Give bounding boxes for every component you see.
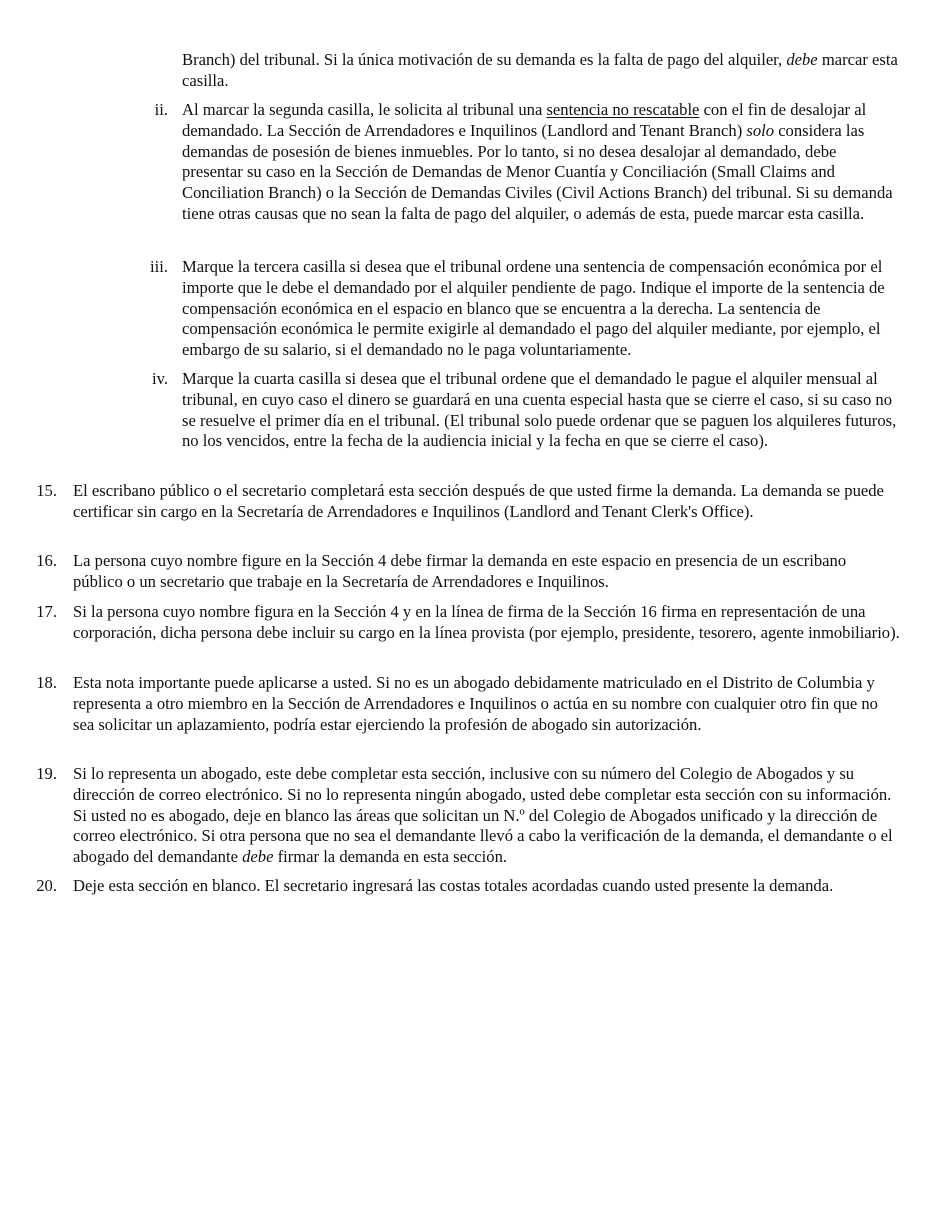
text-run: firmar la demanda en esta sección. xyxy=(273,847,508,867)
list-item-text: El escribano público o el secretario completará esta sección después de que usted firme la demanda. La demanda se puede certificar sin cargo en la Secretaría de Arrendadores e Inquilinos (Landlord and Tenant Clerk's Office). xyxy=(73,481,884,521)
numbered-item-16 xyxy=(30,551,900,593)
item-i-continuation xyxy=(182,50,900,92)
text-run: considera las demandas de posesión de bienes inmuebles. Por lo tanto, si no desea desalojar al demandado, debe presentar su caso en la Sección de Demandas de Menor Cuantía y Conciliación (Small Claims and Conciliation Branch) o la Sección de Demandas Civiles (Civil Actions Branch) del tribunal. Si su demanda tiene otras causas que no sean la falta de pago del alquiler, o además de esta, puede marcar esta casilla. xyxy=(182,120,893,223)
list-item-text: Si la persona cuyo nombre figura en la Sección 4 y en la línea de firma de la Sección 16 firma en representación de una corporación, dicha persona debe incluir su cargo en la línea provista (por ejemplo, presidente, tesorero, agente inmobiliario). xyxy=(73,602,900,642)
list-marker: 18. xyxy=(36,673,57,692)
list-item-iv xyxy=(140,369,900,452)
list-item-text xyxy=(73,764,900,868)
list-item-text: Deje esta sección en blanco. El secretario ingresará las costas totales acordadas cuando usted presente la demanda. xyxy=(73,876,834,895)
list-marker: 15. xyxy=(36,481,57,500)
list-item-ii xyxy=(140,100,900,225)
text-run: Si lo representa un abogado, este debe completar esta sección, inclusive con su número del Colegio de Abogados y su dirección de correo electrónico. Si no lo representa ningún abogado, usted debe completar esta sección con su información. Si usted no es abogado, deje en blanco las áreas que solicitan un N.º del Colegio de Abogados unificado y la dirección de correo electrónico. Si otra persona que no sea el demandante llevó a cabo la verificación de la demanda, el demandante o el abogado del demandante xyxy=(73,764,893,867)
list-item-text xyxy=(182,100,900,225)
text-run: con el fin de desalojar al demandado. La Sección de Arrendadores e Inquilinos (Landlord and Tenant Branch) xyxy=(182,100,867,140)
numbered-item-15 xyxy=(30,481,900,523)
emphasis-term: solo xyxy=(746,120,775,140)
list-marker: 20. xyxy=(36,876,57,895)
list-marker: iii. xyxy=(150,257,168,276)
list-item-text: Esta nota importante puede aplicarse a usted. Si no es un abogado debidamente matriculado en el Distrito de Columbia y representa a otro miembro en la Sección de Arrendadores e Inquilinos o actúa en su nombre con cualquier otro fin que no sea solicitar un aplazamiento, podría estar ejerciendo la profesión de abogado sin autorización. xyxy=(73,673,878,734)
numbered-item-17 xyxy=(30,602,900,644)
continuation-text-1: Branch) del tribunal. Si la única motivación de su demanda es la falta de pago del alquiler, xyxy=(182,50,787,69)
emphasis-term: debe xyxy=(242,847,274,867)
text-run: Al marcar la segunda casilla, le solicita al tribunal una xyxy=(182,100,547,119)
numbered-item-18 xyxy=(30,673,900,735)
list-item-text: Marque la tercera casilla si desea que el tribunal ordene una sentencia de compensación económica por el importe que le debe el demandado por el alquiler pendiente de pago. Indique el importe de la sentencia de compensación económica en el espacio en blanco que se encuentra a la derecha. La sentencia de compensación económica le permite exigirle al demandado el pago del alquiler mediante, por ejemplo, el embargo de su salario, si el demandado no le paga voluntariamente. xyxy=(182,257,885,360)
list-item-text: Marque la cuarta casilla si desea que el tribunal ordene que el demandado le pague el alquiler mensual al tribunal, en cuyo caso el dinero se guardará en una cuenta especial hasta que se cierre el caso, si su caso no se resuelve el primer día en el tribunal. (El tribunal solo puede ordenar que se paguen los alquileres futuros, no los vencidos, entre la fecha de la audiencia inicial y la fecha en que se cierre el caso). xyxy=(182,369,897,451)
list-item-text: La persona cuyo nombre figure en la Sección 4 debe firmar la demanda en este espacio en presencia de un escribano público o un secretario que trabaje en la Secretaría de Arrendadores e Inquilinos. xyxy=(73,551,847,591)
continuation-text-2: marcar esta casilla. xyxy=(182,50,898,90)
list-marker: 16. xyxy=(36,551,57,570)
list-marker: ii. xyxy=(154,100,168,119)
numbered-item-20 xyxy=(30,876,900,897)
list-item-iii xyxy=(140,257,900,361)
numbered-item-19 xyxy=(30,764,900,868)
list-marker: 19. xyxy=(36,764,57,783)
list-marker: iv. xyxy=(152,369,168,388)
underlined-term: sentencia no rescatable xyxy=(546,100,700,119)
list-marker: 17. xyxy=(36,602,57,621)
continuation-emphasis: debe xyxy=(786,50,818,69)
